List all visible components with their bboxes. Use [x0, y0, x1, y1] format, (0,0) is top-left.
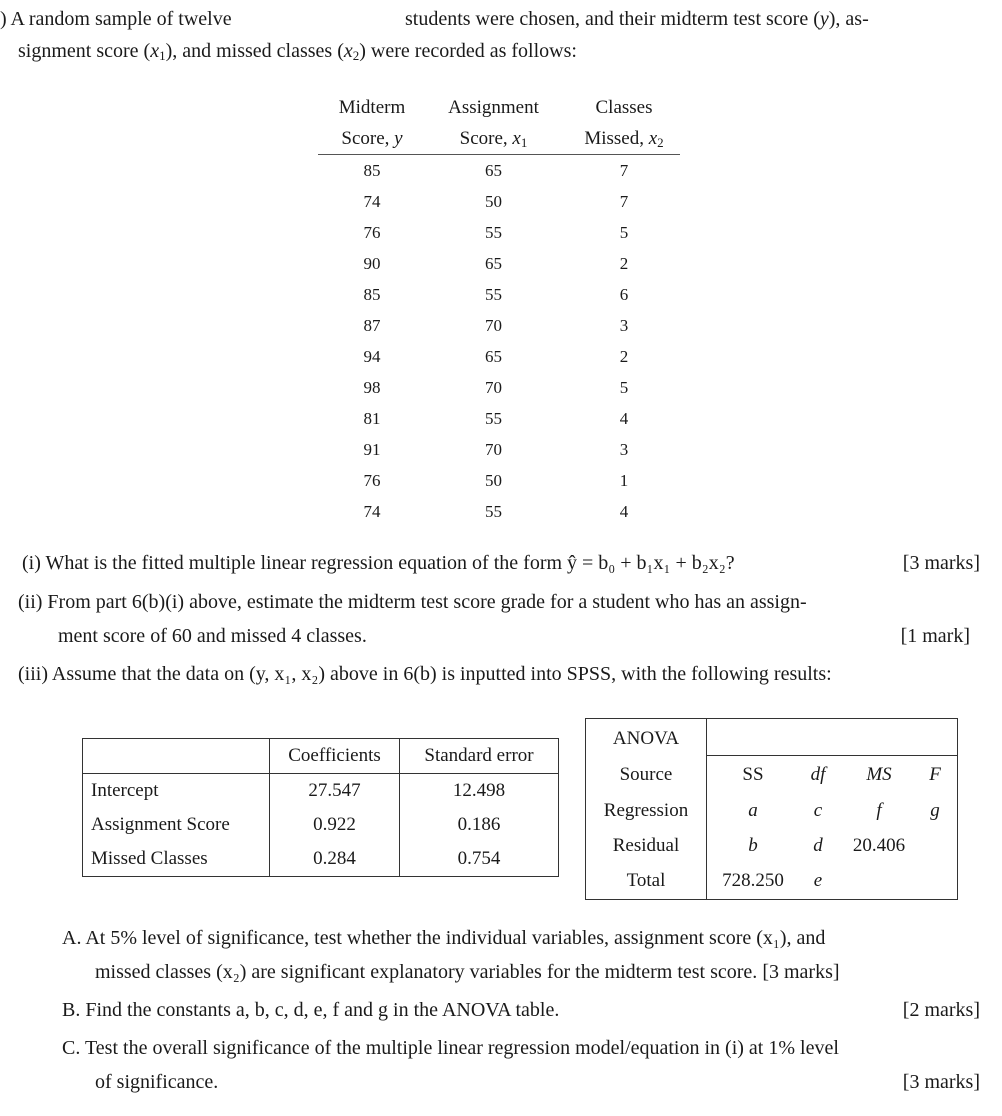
part-a-marks: [3 marks]	[762, 961, 840, 983]
anova-source-residual: Residual	[612, 835, 680, 856]
anova-header-source: Source	[619, 764, 673, 785]
question-ii-line1: (ii) From part 6(b)(i) above, estimate the midterm test score grade for a student who has an assign-	[18, 591, 807, 613]
midterm-score: 85	[363, 161, 381, 180]
table-row	[318, 279, 680, 310]
coef-header-coefficients: Coefficients	[270, 739, 400, 774]
anova-header-df: df	[810, 764, 826, 785]
anova-divider-vertical	[706, 719, 707, 899]
question-i-marks: [3 marks]	[902, 552, 980, 574]
midterm-score: 76	[363, 471, 381, 490]
data-table-body	[318, 155, 680, 527]
assignment-score: 50	[485, 192, 502, 211]
midterm-score: 74	[363, 192, 381, 211]
intro-line1-start: ) A random sample of twelve	[0, 8, 232, 30]
midterm-score: 98	[363, 378, 381, 397]
assignment-score: 70	[485, 440, 502, 459]
midterm-score: 90	[363, 254, 381, 273]
assignment-score: 65	[485, 161, 502, 180]
coef-value: 0.922	[270, 808, 400, 842]
coef-row-label: Missed Classes	[83, 842, 270, 877]
anova-ms-residual: 20.406	[852, 835, 906, 856]
assignment-score: 50	[485, 471, 502, 490]
header-classes-missed: Classes Missed, $x_2$	[584, 97, 664, 150]
header-midterm: Midterm Score, y	[338, 97, 406, 149]
coef-std-error: 0.754	[400, 842, 559, 877]
anova-header-ms: MS	[866, 764, 892, 785]
coef-value: 27.547	[270, 774, 400, 809]
anova-ss-total: 728.250	[722, 870, 784, 891]
table-row	[318, 403, 680, 434]
assignment-score: 55	[485, 409, 502, 428]
classes-missed: 4	[619, 409, 629, 428]
classes-missed: 5	[619, 223, 629, 242]
classes-missed: 2	[619, 347, 629, 366]
header-assignment: Assignment Score, $x_1$	[448, 97, 539, 150]
student-data-table	[318, 92, 680, 527]
table-row	[318, 186, 680, 217]
coef-value: 0.284	[270, 842, 400, 877]
part-c-line1: C. Test the overall significance of the multiple linear regression model/equation in (i) at 1% level	[62, 1037, 839, 1059]
classes-missed: 6	[619, 285, 629, 304]
part-a-line1: A. At 5% level of significance, test whether the individual variables, assignment score (x₁), and	[62, 927, 826, 949]
coef-std-error: 12.498	[400, 774, 559, 809]
part-b: B. Find the constants a, b, c, d, e, f and g in the ANOVA table.	[62, 999, 560, 1021]
table-row	[318, 341, 680, 372]
question-ii-marks: [1 mark]	[900, 625, 970, 647]
anova-source-regression: Regression	[603, 800, 689, 821]
coef-row-label: Assignment Score	[83, 808, 270, 842]
coef-std-error: 0.186	[400, 808, 559, 842]
assignment-score: 70	[485, 378, 502, 397]
anova-title: ANOVA	[612, 728, 680, 749]
classes-missed: 1	[619, 471, 629, 490]
midterm-score: 74	[363, 502, 381, 521]
classes-missed: 4	[619, 502, 629, 521]
part-c-line2: of significance.	[95, 1071, 219, 1093]
part-c-marks: [3 marks]	[902, 1071, 980, 1093]
intro-line1-end: students were chosen, and their midterm test score (y), as-	[405, 8, 869, 30]
classes-missed: 5	[619, 378, 629, 397]
coef-row-label: Intercept	[83, 774, 270, 809]
table-row	[318, 310, 680, 341]
anova-header-f: F	[929, 764, 941, 785]
coef-header-blank	[83, 739, 270, 774]
part-b-marks: [2 marks]	[902, 999, 980, 1021]
classes-missed: 7	[619, 192, 629, 211]
table-row	[318, 496, 680, 527]
table-row	[83, 842, 559, 877]
classes-missed: 3	[619, 316, 629, 335]
midterm-score: 87	[363, 316, 381, 335]
anova-divider-horizontal	[706, 755, 957, 756]
midterm-score: 81	[363, 409, 381, 428]
part-a-line2: missed classes (x₂) are significant explanatory variables for the midterm test score. [3 marks]	[95, 961, 840, 983]
table-row	[83, 774, 559, 809]
anova-ss-residual: b	[748, 835, 758, 856]
table-row	[83, 808, 559, 842]
assignment-score: 55	[485, 502, 502, 521]
table-row	[318, 217, 680, 248]
anova-header-ss: SS	[742, 764, 764, 785]
classes-missed: 3	[619, 440, 629, 459]
anova-df-residual: d	[813, 835, 823, 856]
table-row	[318, 372, 680, 403]
intro-line2: signment score $(x_1)$, and missed classes $(x_2)$ were recorded as follows:	[18, 40, 577, 63]
assignment-score: 65	[485, 347, 502, 366]
assignment-score: 55	[485, 285, 502, 304]
anova-table	[585, 718, 958, 900]
midterm-score: 76	[363, 223, 381, 242]
midterm-score: 85	[363, 285, 381, 304]
classes-missed: 7	[619, 161, 629, 180]
classes-missed: 2	[619, 254, 629, 273]
anova-f-regression: g	[930, 800, 940, 821]
table-row	[318, 248, 680, 279]
assignment-score: 55	[485, 223, 502, 242]
anova-df-total: e	[813, 870, 823, 891]
coefficients-table	[82, 738, 559, 877]
anova-source-total: Total	[626, 870, 666, 891]
anova-ms-regression: f	[876, 800, 882, 821]
assignment-score: 70	[485, 316, 502, 335]
midterm-score: 94	[363, 347, 381, 366]
question-i: (i) What is the fitted multiple linear regression equation of the form ŷ = b₀ + b₁x₁ + b₂x₂?	[22, 552, 735, 574]
table-row	[318, 434, 680, 465]
anova-df-regression: c	[813, 800, 823, 821]
question-iii: (iii) Assume that the data on (y, x₁, x₂) above in 6(b) is inputted into SPSS, with the following results:	[18, 663, 832, 685]
data-table-header	[318, 92, 680, 155]
assignment-score: 65	[485, 254, 502, 273]
table-row	[318, 155, 680, 186]
anova-ss-regression: a	[748, 800, 758, 821]
table-row	[318, 465, 680, 496]
midterm-score: 91	[363, 440, 381, 459]
coef-header-standard-error: Standard error	[400, 739, 559, 774]
coef-header-row	[83, 739, 559, 774]
question-ii-line2: ment score of 60 and missed 4 classes.	[58, 625, 367, 647]
